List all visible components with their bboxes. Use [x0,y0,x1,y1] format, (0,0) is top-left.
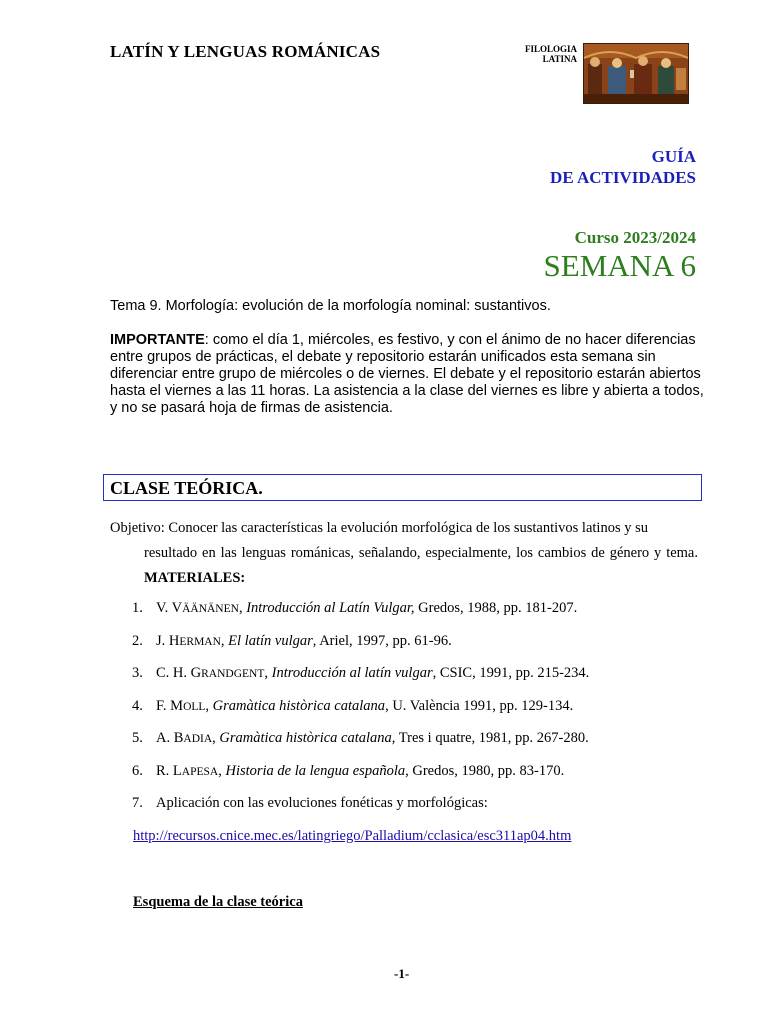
list-item [110,795,589,828]
author-name-smallcaps: ÄÄNÄNEN [182,603,239,615]
author-initial: J. [156,632,169,649]
separator: , [212,730,220,746]
work-details: , U. València 1991, pp. 129-134. [385,697,574,714]
list-item [110,730,589,763]
list-item [110,698,589,731]
topic-line: Tema 9. Morfología: evolución de la morfología nominal: sustantivos. [110,298,551,314]
medieval-scribes-illustration [583,43,689,104]
list-number: 1. [132,600,143,616]
important-notice [110,332,710,417]
work-title: Gramàtica històrica catalana [212,697,386,714]
work-details: , Gredos, 1980, pp. 83-170. [405,762,565,779]
list-item [110,763,589,796]
badge-line-1: FILOLOGIA [524,44,577,54]
list-number: 7. [132,795,143,811]
author-name-cap: G [190,665,202,681]
separator: , [218,762,226,779]
objective-line-1: Objetivo: Conocer las características la evolución morfológica de los sustantivos latinos y su [110,520,648,536]
illustration-svg [584,44,688,103]
objective-rest-text: resultado en las lenguas románicas, señalando, especialmente, los cambios de género y tema. [144,545,698,561]
badge-line-2: LATINA [542,54,577,64]
work-details: , Tres i quatre, 1981, pp. 267-280. [391,730,589,746]
document-header-title: LATÍN Y LENGUAS ROMÁNICAS [110,42,381,61]
work-details: , CSIC, 1991, pp. 215-234. [432,665,590,681]
section-heading-box [103,474,702,501]
list-item [110,633,589,666]
item-text: Aplicación con las evoluciones fonéticas y morfológicas: [156,795,488,811]
materials-label: MATERIALES: [144,570,246,586]
work-title: Historia de la lengua española [225,762,406,779]
author-name-smallcaps: ERMAN [179,635,221,648]
course-year: Curso 2023/2024 [574,228,696,247]
objective-continuation [110,541,698,591]
author-initial: F. [156,697,171,714]
author-name-cap: L [172,762,182,779]
author-name-smallcaps: ADIA [183,733,213,745]
important-text: : como el día 1, miércoles, es festivo, y con el ánimo de no hacer diferencias entre grupos de prácticas, el debate y repositorio estarán unificados esta semana sin diferenciar entre grupo de miércoles o de viernes. El debate y el repositorio estarán abiertos hasta el viernes a las 11 horas. La asistencia a la clase del viernes es libre y abierta a todos, y no se pasará hoja de firmas de asistencia. [110,332,704,416]
author-name-smallcaps: RANDGENT [201,668,265,680]
separator: , [205,697,213,714]
author-initial: V. [156,600,172,616]
objective-paragraph [110,516,698,591]
section-heading: CLASE TEÓRICA. [110,478,263,498]
work-details: , Ariel, 1997, pp. 61-96. [312,632,452,649]
guide-line-2: DE ACTIVIDADES [550,168,696,187]
separator: , [220,632,229,649]
author-name-smallcaps: APESA [181,765,219,778]
list-item [110,600,589,633]
list-item [110,665,589,698]
separator: , [264,665,272,681]
author-initial: A. [156,730,174,746]
week-heading: SEMANA 6 [543,248,696,283]
work-title: Gramàtica històrica catalana [219,730,392,746]
list-number: 5. [132,730,143,746]
separator: , [238,600,247,616]
author-initial: C. H. [156,665,191,681]
work-title: El latín vulgar [228,632,313,649]
author-initial: R. [156,762,173,779]
class-outline-subheading: Esquema de la clase teórica [133,894,303,910]
activity-guide-title [550,146,696,188]
references-list [110,600,589,828]
page-number: -1- [394,966,410,981]
work-title: Introducción al latín vulgar [271,665,433,681]
author-name-cap: H [168,632,180,649]
list-number: 3. [132,665,143,681]
work-details: Gredos, 1988, pp. 181-207. [414,600,578,616]
list-number: 4. [132,697,143,714]
author-name-cap: M [170,697,184,714]
important-label: IMPORTANTE [110,332,205,348]
palladium-resource-link[interactable]: http://recursos.cnice.mec.es/latingriego/Palladium/cclasica/esc311ap04.htm [133,828,572,844]
list-number: 6. [132,762,143,779]
list-number: 2. [132,632,143,649]
filologia-latina-badge [505,44,577,64]
work-title: Introducción al Latín Vulgar, [246,600,415,616]
guide-line-1: GUÍA [651,147,696,166]
author-name-cap: V [171,600,183,616]
author-name-cap: B [173,730,184,746]
author-name-smallcaps: OLL [183,700,206,713]
